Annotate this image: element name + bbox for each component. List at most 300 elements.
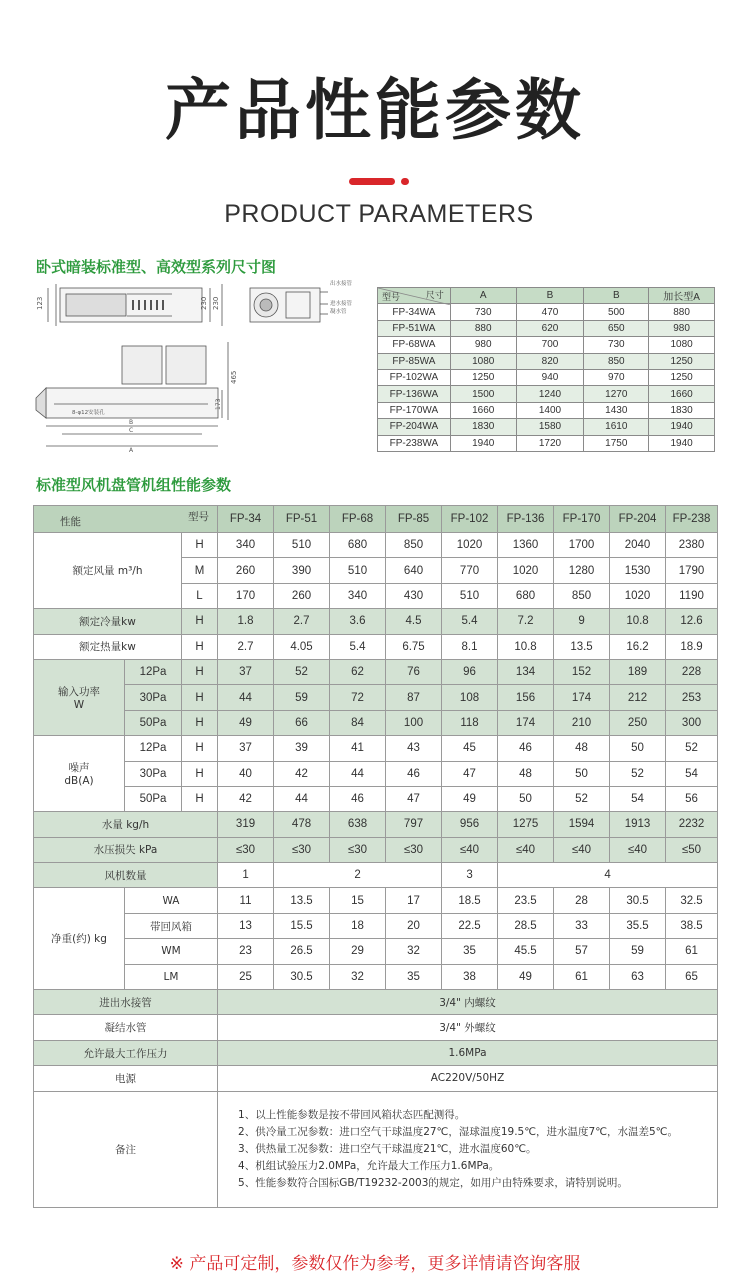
value-cell: 44 — [218, 685, 274, 710]
dim-table-row — [378, 435, 715, 451]
value-cell: 1190 — [666, 583, 718, 608]
dim-table-row — [378, 320, 715, 336]
divider-bar — [349, 178, 395, 185]
mode-cell: H — [182, 659, 218, 684]
weight-type-cell: WM — [125, 939, 218, 964]
value-cell: 46 — [386, 761, 442, 786]
divider-dot — [401, 178, 409, 185]
dim-value-cell: 1240 — [516, 386, 584, 402]
value-cell: 640 — [386, 558, 442, 583]
value-cell: 50 — [554, 761, 610, 786]
value-cell: 32.5 — [666, 888, 718, 913]
dim-model-cell: FP-51WA — [378, 320, 451, 336]
dim-value-cell: 970 — [584, 369, 649, 385]
value-cell: ≤30 — [218, 837, 274, 862]
dim-value-cell: 980 — [649, 320, 715, 336]
dim-value-cell: 1500 — [450, 386, 516, 402]
dim-value-cell: 1080 — [450, 353, 516, 369]
value-cell: 10.8 — [610, 609, 666, 634]
note-line: 2、供冷量工况参数：进口空气干球温度27℃，湿球温度19.5℃，进水温度7℃，水温差5℃。 — [238, 1125, 678, 1138]
dim-value-cell: 940 — [516, 369, 584, 385]
dim-table-corner — [378, 288, 451, 304]
dim-model-cell: FP-204WA — [378, 419, 451, 435]
power_supply-row — [34, 1066, 718, 1091]
value-cell: 118 — [442, 710, 498, 735]
value-cell: 35.5 — [610, 913, 666, 938]
drain-value: 3/4" 外螺纹 — [218, 1015, 718, 1040]
value-cell: 63 — [610, 964, 666, 989]
note-line: 5、性能参数符合国标GB/T19232-2003的规定，如用户由特殊要求，请特别说明。 — [238, 1176, 628, 1189]
note-line: 1、以上性能参数是按不带回风箱状态匹配测得。 — [238, 1108, 466, 1121]
value-cell: 2040 — [610, 533, 666, 558]
value-cell: 253 — [666, 685, 718, 710]
value-cell: 61 — [666, 939, 718, 964]
dim-table-row — [378, 386, 715, 402]
value-cell: 47 — [442, 761, 498, 786]
performance-section-title: 标准型风机盘管机组性能参数 — [36, 476, 232, 494]
value-cell: 48 — [554, 736, 610, 761]
dim-value-cell: 700 — [516, 337, 584, 353]
dim-model-cell: FP-102WA — [378, 369, 451, 385]
label-holes: 8-φ12安装孔 — [72, 410, 105, 416]
value-cell: 46 — [330, 786, 386, 811]
value-cell: 46 — [498, 736, 554, 761]
value-cell: ≤50 — [666, 837, 718, 862]
mode-cell: H — [182, 736, 218, 761]
notes-content — [218, 1091, 718, 1207]
value-cell: 18.5 — [442, 888, 498, 913]
value-cell: 26.5 — [274, 939, 330, 964]
weight-row — [34, 913, 718, 938]
value-cell: 29 — [330, 939, 386, 964]
value-cell: 52 — [610, 761, 666, 786]
dim-model-cell: FP-85WA — [378, 353, 451, 369]
drain-row — [34, 1015, 718, 1040]
value-cell: 44 — [330, 761, 386, 786]
value-cell: 2380 — [666, 533, 718, 558]
value-cell: 478 — [274, 812, 330, 837]
fan-count-label: 风机数量 — [34, 863, 218, 888]
perf-table-body — [34, 533, 718, 1208]
value-cell: 212 — [610, 685, 666, 710]
value-cell: 390 — [274, 558, 330, 583]
value-cell: 22.5 — [442, 913, 498, 938]
value-cell: 797 — [386, 812, 442, 837]
dim-value-cell: 1830 — [649, 402, 715, 418]
dim-model-cell: FP-170WA — [378, 402, 451, 418]
dim-123: 123 — [36, 296, 44, 310]
value-cell: 23 — [218, 939, 274, 964]
pa-cell: 50Pa — [125, 710, 182, 735]
value-cell: 15.5 — [274, 913, 330, 938]
value-cell: 28 — [554, 888, 610, 913]
value-cell: 42 — [274, 761, 330, 786]
value-cell: 430 — [386, 583, 442, 608]
value-cell: 1700 — [554, 533, 610, 558]
performance-table — [33, 505, 718, 1208]
value-cell: 1530 — [610, 558, 666, 583]
dim-value-cell: 1940 — [649, 419, 715, 435]
dim-value-cell: 1610 — [584, 419, 649, 435]
value-cell: 210 — [554, 710, 610, 735]
value-cell: 8.1 — [442, 634, 498, 659]
value-cell: 5.4 — [330, 634, 386, 659]
dim-value-cell: 1830 — [450, 419, 516, 435]
value-cell: 12.6 — [666, 609, 718, 634]
pa-cell: 30Pa — [125, 761, 182, 786]
value-cell: 340 — [218, 533, 274, 558]
value-cell: 250 — [610, 710, 666, 735]
value-cell: ≤30 — [330, 837, 386, 862]
value-cell: 2.7 — [218, 634, 274, 659]
value-cell: 260 — [218, 558, 274, 583]
value-cell: 850 — [554, 583, 610, 608]
dim-value-cell: 1400 — [516, 402, 584, 418]
value-cell: 100 — [386, 710, 442, 735]
perf-header-corner — [34, 506, 218, 533]
dim-value-cell: 820 — [516, 353, 584, 369]
noise-row — [34, 736, 718, 761]
value-cell: 32 — [330, 964, 386, 989]
dim-value-cell: 620 — [516, 320, 584, 336]
power-label-line2: W — [73, 699, 85, 712]
weight-row — [34, 939, 718, 964]
weight-row — [34, 964, 718, 989]
value-cell: 62 — [330, 659, 386, 684]
dim-value-cell: 730 — [450, 304, 516, 320]
value-cell: 45.5 — [498, 939, 554, 964]
model-header: FP-238 — [666, 506, 718, 533]
value-cell: 61 — [554, 964, 610, 989]
drain-label: 凝结水管 — [34, 1015, 218, 1040]
pa-cell: 30Pa — [125, 685, 182, 710]
value-cell: 1.8 — [218, 609, 274, 634]
value-cell: 37 — [218, 659, 274, 684]
value-cell: 680 — [330, 533, 386, 558]
value-cell: 39 — [274, 736, 330, 761]
dim-col-header: B — [516, 288, 584, 304]
dim-model-cell: FP-238WA — [378, 435, 451, 451]
label-outlet: 出水接管 — [330, 281, 353, 287]
value-cell: 4.5 — [386, 609, 442, 634]
inlet-value: 3/4" 内螺纹 — [218, 990, 718, 1015]
value-cell: 1913 — [610, 812, 666, 837]
mode-cell: L — [182, 583, 218, 608]
value-cell: 1020 — [498, 558, 554, 583]
dim-col-header: B — [584, 288, 649, 304]
dim-col-header: 加长型A — [649, 288, 715, 304]
pa-cell: 12Pa — [125, 659, 182, 684]
value-cell: 134 — [498, 659, 554, 684]
value-cell: 38.5 — [666, 913, 718, 938]
value-cell: 30.5 — [610, 888, 666, 913]
value-cell: ≤40 — [442, 837, 498, 862]
dim-value-cell: 1270 — [584, 386, 649, 402]
page-title: 产品性能参数 — [165, 72, 585, 149]
fan-count-cell: 2 — [274, 863, 442, 888]
model-header: FP-68 — [330, 506, 386, 533]
mode-cell: M — [182, 558, 218, 583]
dim-465: 465 — [230, 370, 238, 384]
heating-row — [34, 634, 718, 659]
value-cell: 20 — [386, 913, 442, 938]
dim-230a: 230 — [200, 296, 208, 310]
value-cell: 37 — [218, 736, 274, 761]
value-cell: 42 — [218, 786, 274, 811]
value-cell: 52 — [554, 786, 610, 811]
value-cell: 87 — [386, 685, 442, 710]
value-cell: 1594 — [554, 812, 610, 837]
value-cell: 84 — [330, 710, 386, 735]
noise-label — [34, 736, 125, 812]
dim-model-cell: FP-34WA — [378, 304, 451, 320]
dim-value-cell: 1250 — [649, 353, 715, 369]
value-cell: 54 — [610, 786, 666, 811]
value-cell: 28.5 — [498, 913, 554, 938]
value-cell: 510 — [330, 558, 386, 583]
value-cell: 770 — [442, 558, 498, 583]
dim-value-cell: 1940 — [450, 435, 516, 451]
dim-table-row — [378, 337, 715, 353]
power-label-line1: 输入功率 — [58, 686, 100, 699]
value-cell: 50 — [610, 736, 666, 761]
value-cell: 6.75 — [386, 634, 442, 659]
value-cell: 1280 — [554, 558, 610, 583]
dim-value-cell: 1660 — [450, 402, 516, 418]
perf-header-right: 型号 — [188, 511, 210, 523]
value-cell: 1275 — [498, 812, 554, 837]
value-cell: 66 — [274, 710, 330, 735]
heating-label: 额定热量kw — [34, 634, 182, 659]
value-cell: 1790 — [666, 558, 718, 583]
value-cell: 638 — [330, 812, 386, 837]
dim-model-cell: FP-136WA — [378, 386, 451, 402]
value-cell: 340 — [330, 583, 386, 608]
mode-cell: H — [182, 761, 218, 786]
pressure_loss-label: 水压损失 kPa — [34, 837, 218, 862]
model-header: FP-204 — [610, 506, 666, 533]
dim-table-row — [378, 369, 715, 385]
model-header: FP-102 — [442, 506, 498, 533]
value-cell: 2.7 — [274, 609, 330, 634]
value-cell: 2232 — [666, 812, 718, 837]
value-cell: 3.6 — [330, 609, 386, 634]
dimension-section-title: 卧式暗装标准型、高效型系列尺寸图 — [36, 258, 277, 276]
max_pressure-value: 1.6MPa — [218, 1040, 718, 1065]
value-cell: 850 — [386, 533, 442, 558]
dim-corner-bottom: 型号 — [382, 292, 401, 303]
value-cell: 33 — [554, 913, 610, 938]
weight-type-cell: LM — [125, 964, 218, 989]
value-cell: 174 — [554, 685, 610, 710]
dim-value-cell: 1430 — [584, 402, 649, 418]
noise-label-line2: dB(A) — [64, 775, 94, 788]
value-cell: 49 — [442, 786, 498, 811]
max_pressure-label: 允许最大工作压力 — [34, 1040, 218, 1065]
value-cell: 48 — [498, 761, 554, 786]
mode-cell: H — [182, 533, 218, 558]
value-cell: 18.9 — [666, 634, 718, 659]
value-cell: 18 — [330, 913, 386, 938]
dim-value-cell: 1750 — [584, 435, 649, 451]
dimension-table — [377, 287, 715, 452]
value-cell: 52 — [274, 659, 330, 684]
dim-table-row — [378, 304, 715, 320]
value-cell: 260 — [274, 583, 330, 608]
dim-table-row — [378, 353, 715, 369]
dim-value-cell: 730 — [584, 337, 649, 353]
value-cell: 40 — [218, 761, 274, 786]
notes-row — [34, 1091, 718, 1207]
value-cell: 32 — [386, 939, 442, 964]
value-cell: 30.5 — [274, 964, 330, 989]
value-cell: 170 — [218, 583, 274, 608]
cooling-row — [34, 609, 718, 634]
value-cell: 45 — [442, 736, 498, 761]
value-cell: 10.8 — [498, 634, 554, 659]
mode-cell: H — [182, 685, 218, 710]
note-line: 4、机组试验压力2.0MPa，允许最大工作压力1.6MPa。 — [238, 1159, 500, 1172]
value-cell: 13.5 — [554, 634, 610, 659]
dim-value-cell: 650 — [584, 320, 649, 336]
value-cell: 228 — [666, 659, 718, 684]
dim-value-cell: 850 — [584, 353, 649, 369]
value-cell: 319 — [218, 812, 274, 837]
pa-cell: 12Pa — [125, 736, 182, 761]
power_supply-label: 电源 — [34, 1066, 218, 1091]
model-header: FP-85 — [386, 506, 442, 533]
value-cell: 65 — [666, 964, 718, 989]
value-cell: 59 — [610, 939, 666, 964]
value-cell: 57 — [554, 939, 610, 964]
value-cell: 76 — [386, 659, 442, 684]
dimension-drawing — [32, 280, 362, 465]
power-label — [34, 659, 125, 735]
value-cell: 56 — [666, 786, 718, 811]
value-cell: 13 — [218, 913, 274, 938]
value-cell: 49 — [218, 710, 274, 735]
value-cell: 23.5 — [498, 888, 554, 913]
value-cell: 5.4 — [442, 609, 498, 634]
mode-cell: H — [182, 609, 218, 634]
cooling-label: 额定冷量kw — [34, 609, 182, 634]
dim-value-cell: 500 — [584, 304, 649, 320]
model-header: FP-170 — [554, 506, 610, 533]
model-header: FP-51 — [274, 506, 330, 533]
mode-cell: H — [182, 634, 218, 659]
power-row — [34, 685, 718, 710]
dim-value-cell: 980 — [450, 337, 516, 353]
dim-value-cell: 470 — [516, 304, 584, 320]
mode-cell: H — [182, 710, 218, 735]
weight-type-cell: WA — [125, 888, 218, 913]
dim-value-cell: 1720 — [516, 435, 584, 451]
dim-value-cell: 1250 — [450, 369, 516, 385]
note-line: 3、供热量工况参数：进口空气干球温度21℃，进水温度60℃。 — [238, 1142, 537, 1155]
weight-label: 净重(约) kg — [34, 888, 125, 990]
value-cell: 1020 — [610, 583, 666, 608]
dim-value-cell: 1580 — [516, 419, 584, 435]
dim-model-cell: FP-68WA — [378, 337, 451, 353]
value-cell: ≤30 — [386, 837, 442, 862]
perf-header-left: 性能 — [60, 516, 81, 528]
value-cell: 510 — [274, 533, 330, 558]
value-cell: ≤40 — [498, 837, 554, 862]
value-cell: 43 — [386, 736, 442, 761]
value-cell: ≤30 — [274, 837, 330, 862]
value-cell: 7.2 — [498, 609, 554, 634]
footer-note: ※ 产品可定制，参数仅作为参考，更多详情请咨询客服 — [169, 1254, 581, 1274]
dim-c: C — [129, 427, 134, 434]
dim-value-cell: 880 — [649, 304, 715, 320]
value-cell: 41 — [330, 736, 386, 761]
label-drain: 凝水管 — [330, 309, 347, 315]
value-cell: 47 — [386, 786, 442, 811]
value-cell: 35 — [442, 939, 498, 964]
value-cell: 38 — [442, 964, 498, 989]
dim-value-cell: 1940 — [649, 435, 715, 451]
value-cell: 72 — [330, 685, 386, 710]
value-cell: 4.05 — [274, 634, 330, 659]
dim-a: A — [129, 447, 134, 454]
value-cell: 510 — [442, 583, 498, 608]
dim-table-body — [378, 304, 715, 452]
value-cell: 152 — [554, 659, 610, 684]
value-cell: 52 — [666, 736, 718, 761]
dim-table-row — [378, 419, 715, 435]
dim-b: B — [129, 419, 134, 426]
value-cell: 11 — [218, 888, 274, 913]
pa-cell: 50Pa — [125, 786, 182, 811]
value-cell: 15 — [330, 888, 386, 913]
weight-row — [34, 888, 718, 913]
value-cell: 96 — [442, 659, 498, 684]
value-cell: ≤40 — [610, 837, 666, 862]
dim-173: 173 — [215, 398, 222, 410]
value-cell: 1360 — [498, 533, 554, 558]
fan-count-cell: 1 — [218, 863, 274, 888]
dim-value-cell: 1250 — [649, 369, 715, 385]
model-header: FP-136 — [498, 506, 554, 533]
pressure_loss-row — [34, 837, 718, 862]
value-cell: 59 — [274, 685, 330, 710]
dim-value-cell: 1660 — [649, 386, 715, 402]
model-header: FP-34 — [218, 506, 274, 533]
dim-corner-top: 尺寸 — [425, 290, 444, 300]
value-cell: 25 — [218, 964, 274, 989]
title-divider — [349, 178, 411, 185]
value-cell: 956 — [442, 812, 498, 837]
fan-count-cell: 3 — [442, 863, 498, 888]
value-cell: ≤40 — [554, 837, 610, 862]
value-cell: 9 — [554, 609, 610, 634]
value-cell: 108 — [442, 685, 498, 710]
noise-row — [34, 761, 718, 786]
power-row — [34, 659, 718, 684]
fan-count-cell: 4 — [498, 863, 718, 888]
dim-value-cell: 880 — [450, 320, 516, 336]
dim-col-header: A — [450, 288, 516, 304]
value-cell: 44 — [274, 786, 330, 811]
max_pressure-row — [34, 1040, 718, 1065]
fan-count-row — [34, 863, 718, 888]
value-cell: 54 — [666, 761, 718, 786]
dim-value-cell: 1080 — [649, 337, 715, 353]
dim-table-row — [378, 402, 715, 418]
value-cell: 50 — [498, 786, 554, 811]
value-cell: 35 — [386, 964, 442, 989]
value-cell: 156 — [498, 685, 554, 710]
